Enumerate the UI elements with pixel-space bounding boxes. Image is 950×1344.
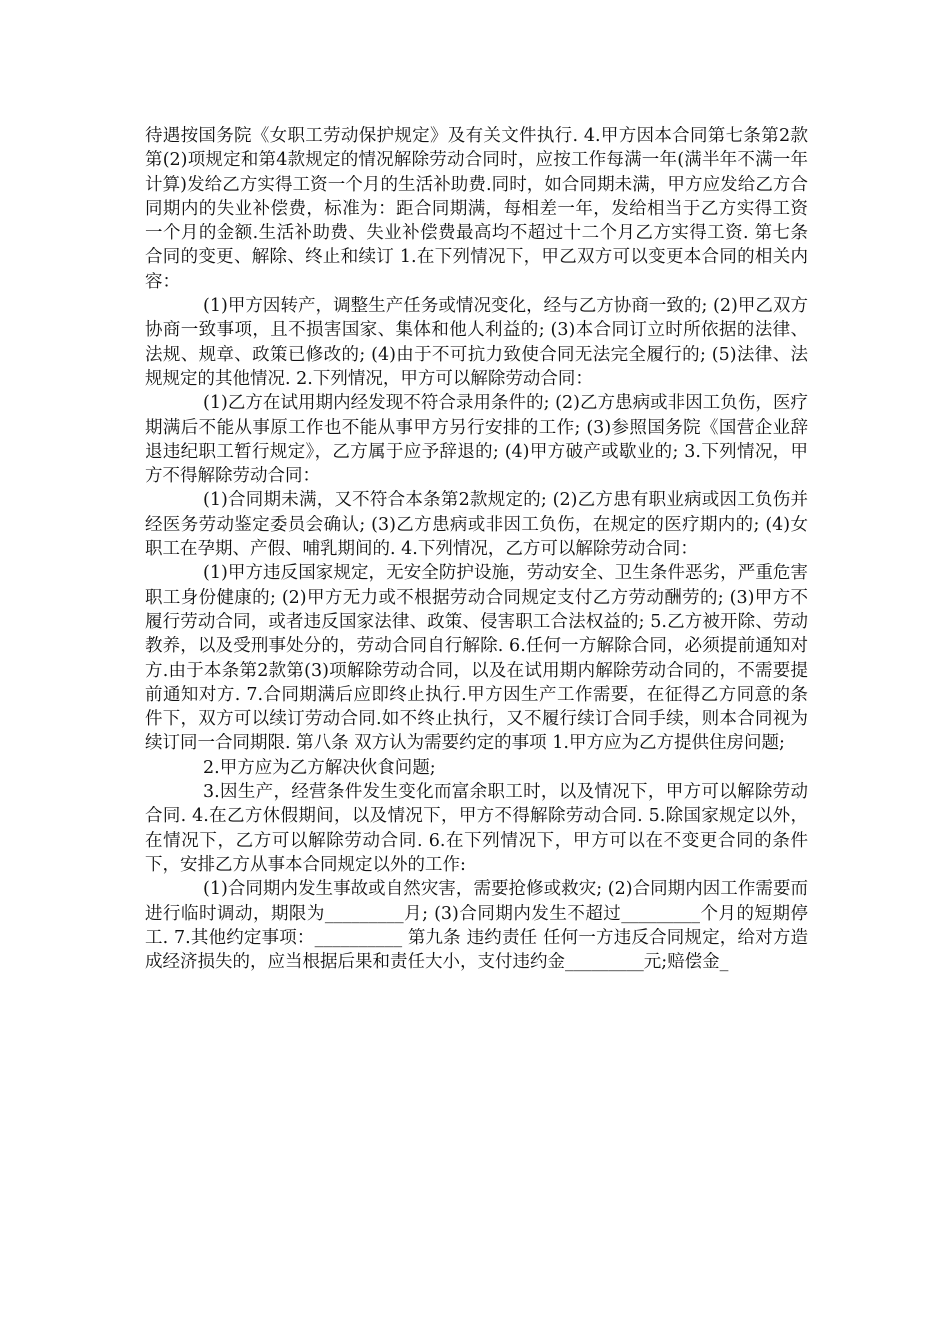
paragraph-5: (1)甲方违反国家规定，无安全防护设施，劳动安全、卫生条件恶劣，严重危害职工身份健康的; (2)甲方无力或不根据劳动合同规定支付乙方劳动酬劳的; (3)甲方不履行劳动合同，或者违反国家法律、政策、侵害职工合法权益的; 5.乙方被开除、劳动教养，以及受刑事处分的，劳动合同自行解除. 6.任何一方解除合同，必须提前通知对方.由于本条第2款第(3)项解除劳动合同，以及在试用期内解除劳动合同的，不需要提前通知对方. 7.合同期满后应即终止执行.甲方因生产工作需要，在征得乙方同意的条件下，双方可以续订劳动合同.如不终止执行，又不履行续订合同手续，则本合同视为续订同一合同期限. 第八条 双方认为需要约定的事项 1.甲方应为乙方提供住房问题; [145,563,808,754]
paragraph-7: 3.因生产，经营条件发生变化而富余职工时，以及情况下，甲方可以解除劳动合同. 4.在乙方休假期间，以及情况下，甲方不得解除劳动合同. 5.除国家规定以外，在情况下，乙方可以解除劳动合同. 6.在下列情况下，甲方可以在不变更合同的条件下，安排乙方从事本合同规定以外的工作: [145,782,808,875]
paragraph-4: (1)合同期未满，又不符合本条第2款规定的; (2)乙方患有职业病或因工负伤并经医务劳动鉴定委员会确认; (3)乙方患病或非因工负伤，在规定的医疗期内的; (4)女职工在孕期、产假、哺乳期间的. 4.下列情况，乙方可以解除劳动合同： [145,490,808,560]
paragraph-8: (1)合同期内发生事故或自然灾害，需要抢修或救灾; (2)合同期内因工作需要而进行临时调动，期限为_________月; (3)合同期内发生不超过_________个月的短期停工. 7.其他约定事项：__________ 第九条 违约责任 任何一方违反合同规定，给对方造成经济损失的，应当根据后果和责任大小，支付违约金_________元;赔偿金_ [145,879,808,973]
paragraph-1: 待遇按国务院《女职工劳动保护规定》及有关文件执行. 4.甲方因本合同第七条第2款第(2)项规定和第4款规定的情况解除劳动合同时，应按工作每满一年(满半年不满一年计算)发给乙方实得工资一个月的生活补助费.同时，如合同期未满，甲方应发给乙方合同期内的失业补偿费，标准为：距合同期满，每相差一年，发给相当于乙方实得工资一个月的金额.生活补助费、失业补偿费最高均不超过十二个月乙方实得工资. 第七条 合同的变更、解除、终止和续订 1.在下列情况下，甲乙双方可以变更本合同的相关内容： [145,126,808,292]
paragraph-3: (1)乙方在试用期内经发现不符合录用条件的; (2)乙方患病或非因工负伤，医疗期满后不能从事原工作也不能从事甲方另行安排的工作; (3)参照国务院《国营企业辞退违纪职工暂行规定》，乙方属于应予辞退的; (4)甲方破产或歇业的; 3.下列情况，甲方不得解除劳动合同： [145,393,808,487]
paragraph-6: 2.甲方应为乙方解决伙食问题; [203,757,436,778]
paragraph-2: (1)甲方因转产，调整生产任务或情况变化，经与乙方协商一致的; (2)甲乙双方协商一致事项，且不损害国家、集体和他人利益的; (3)本合同订立时所依据的法律、法规、规章、政策已修改的; (4)由于不可抗力致使合同无法完全履行的; (5)法律、法规规定的其他情况. 2.下列情况，甲方可以解除劳动合同： [145,296,808,389]
document-body [145,124,808,974]
